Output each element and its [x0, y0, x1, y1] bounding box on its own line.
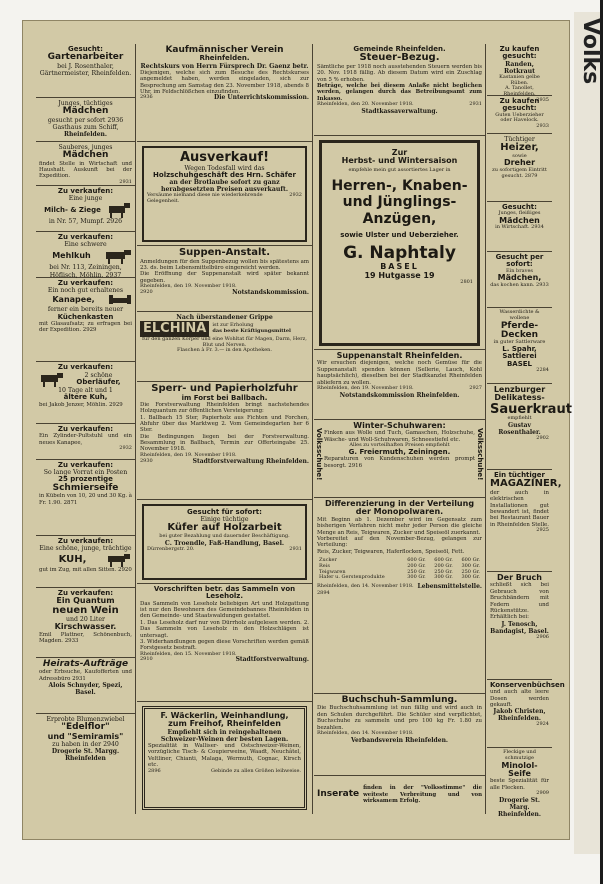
ad-text: gesucht per sofort: [47, 116, 106, 124]
ad-header: Gemeinde Rheinfelden.: [353, 45, 446, 53]
ad-header: Zu kaufen gesucht:: [499, 97, 540, 113]
ration-amount: 250 Gr.: [407, 568, 426, 575]
ad-text: Reis, Zucker, Teigwaren, Haferflocken, Speiseöl, Fett.: [317, 548, 465, 555]
ad-text: bei J. Rosenthaler,: [57, 62, 114, 70]
cow-icon: [39, 371, 65, 387]
ad-text: empfiehlt: [507, 415, 532, 422]
ad-title: Küfer auf Holzarbeit: [167, 522, 282, 534]
ad-number: 2879: [524, 172, 538, 179]
ad-text: Gasthaus zum Schiff,: [52, 123, 119, 131]
ad-title: Mädchen: [499, 216, 540, 226]
ad-text: das beste Kräftigungsmittel: [212, 327, 291, 334]
ad-signature: Alois Schnyder, Spezi, Basel.: [48, 682, 123, 697]
ad-text: Einige tüchtige: [200, 516, 249, 524]
ad-sperr-papierholz: [137, 382, 312, 500]
ad-number: 2916: [348, 462, 362, 469]
ration-amount: 200 Gr.: [434, 562, 453, 569]
ad-header: Zu verkaufen:: [57, 233, 114, 241]
ad-text: Sämtliche per 1918 noch ausstehenden Steuern werden bis 20. Nov. 1918 fällig. Ab diesem Datum wird ein Zuschlag von 5 % erhoben.: [317, 63, 482, 83]
ad-title: Winter-Schuhwaren:: [353, 421, 446, 430]
ad-text: 1. Ballbach 15 Ster, Papierholz aus Fichten und Forchen, Abfuhr über das Marktweg 2. Vom Gemeindegarten her 6 Ster.: [140, 414, 309, 434]
ad-number: 2925: [536, 527, 549, 534]
ad-header: Gesucht für sofort:: [187, 508, 262, 516]
ad-gartenarbeiter: [36, 44, 135, 98]
ad-ziege: [36, 186, 135, 232]
ad-city: BASEL: [380, 262, 419, 272]
ration-amount: 250 Gr.: [434, 568, 453, 575]
ad-text: Dürrenbergstr. 20.: [147, 545, 195, 552]
ad-text: ferner ein bereits neuer: [47, 306, 124, 314]
ration-item: Hafer u. Gerstenprodukte: [319, 574, 385, 581]
ad-number: 2929: [82, 327, 97, 334]
ad-text: Die Forstverwaltung Rheinfelden bringt nachstehendes Holzquantum zur öffentlichen Versteigerung:: [140, 401, 309, 415]
ad-number: 2930: [140, 457, 153, 464]
ad-text: Randen, Rotkraut: [503, 60, 536, 75]
ad-ausverkauf: [137, 142, 312, 246]
ad-text: So lange Vorrat ein Posten: [43, 469, 128, 477]
goat-icon: [106, 202, 132, 218]
ad-title: Heizer,: [500, 142, 539, 154]
ration-table: [317, 558, 482, 581]
ad-header: Zu verkaufen:: [57, 537, 114, 545]
ad-text: sowie Ulster und Ueberzieher.: [340, 230, 459, 239]
ad-kanapee: [36, 278, 135, 362]
ad-title: 25 prozentige: [58, 475, 113, 484]
ad-number: 2902: [536, 435, 549, 442]
ad-title: Mädchen: [62, 106, 109, 117]
ad-date: Rheinfelden, den 19. November 1918.: [317, 384, 414, 391]
ad-kuh: [36, 536, 135, 588]
ad-number: 2920: [140, 288, 153, 295]
ad-text: das kochen kann.: [490, 281, 535, 288]
ad-number: 2931: [469, 101, 482, 108]
ad-title: Dreher: [503, 158, 536, 168]
ad-signature: Verbandsverein Rheinfelden.: [350, 736, 449, 744]
ad-mehlkuh: [36, 232, 135, 278]
ad-signature: Notstandskommission Rheinfelden.: [339, 391, 460, 399]
ad-text: Alles zu vorteilhaften Preisen empfiehlt: [349, 442, 450, 449]
ad-title: Lenzburger: [493, 385, 546, 394]
ad-title: Heirats-Aufträge: [42, 659, 129, 669]
ration-item: Reis: [319, 562, 330, 569]
ad-title: Sauerkraut: [490, 401, 572, 417]
ad-city: BASEL: [506, 359, 533, 368]
ad-title: und "Semiramis": [47, 731, 124, 741]
ad-company-name: G. Freiermuth, Zeiningen.: [348, 447, 451, 456]
ad-number: 2932: [119, 445, 132, 452]
ad-signature: Stadtforstverwaltung Rheinfelden.: [192, 457, 309, 465]
ad-text: Wasserdichte & wollene: [499, 309, 540, 321]
ad-text: Flaschen à Fr. 3.— in den Apotheken.: [176, 347, 272, 354]
ad-number: 2906: [536, 633, 549, 640]
ad-text: Wegen Todesfall wird das: [184, 164, 265, 172]
ad-text: 10 Tage alt und 1: [58, 387, 113, 395]
ad-text: und auch alte leere Dosen werden gekauft.: [490, 689, 549, 709]
ad-number: 2931: [119, 178, 132, 185]
ad-title: Der Bruch: [497, 573, 542, 582]
ad-text: Diejenigen, welche sich zum Besuche des Rechtskurses angemeldet haben, werden eingeladen, sich zur Besprechung am Samstag den 23. November 1918, abends 8 Uhr, im Feldschlößchen einzufinden.: [140, 69, 309, 96]
ration-item: Zucker: [319, 557, 337, 564]
ration-amount: 300 Gr.: [461, 562, 480, 569]
ad-text: finden in der "Volksstimme" die weiteste Verbreitung und von wirksamem Erfolg.: [363, 785, 482, 805]
ad-text: sowie: [512, 152, 527, 159]
ad-inserate: [314, 776, 485, 814]
ad-text: Empfiehlt sich in reingehaltenen Schweizer-Weinen der besten Lagen.: [160, 728, 289, 743]
ad-text: C. Troendle, Faß-Handlung, Basel.: [164, 539, 285, 547]
ration-amount: 200 Gr.: [407, 562, 426, 569]
ad-title: Mehlkuh: [52, 251, 91, 261]
ad-date: Rheinfelden, den 19. November 1918.: [140, 283, 237, 289]
ad-number: 2926: [106, 218, 123, 226]
ad-maedchen-kochen: [487, 252, 552, 308]
ad-text: Erprobte Blumenzwiebel: [46, 716, 125, 723]
ad-text: an der Brotlaube sofort zu ganz herabgesetzten Preisen ausverkauft.: [160, 179, 289, 194]
ad-number: 2927: [469, 384, 482, 391]
ad-schmierseife: [36, 460, 135, 536]
ad-signature: Stadtforstverwaltung.: [235, 656, 309, 664]
ad-title: Suppenanstalt Rheinfelden.: [336, 351, 463, 360]
ad-date: Rheinfelden, den 14. November 1918.: [317, 729, 414, 736]
ad-signature: Die Unterrichtskommission.: [214, 94, 309, 102]
ad-monopolwaren: [314, 498, 485, 694]
ad-number: 2929: [108, 401, 123, 408]
ad-text: Herbst- und Wintersaison: [341, 156, 458, 166]
ad-company-name: G. Naphtaly: [343, 243, 456, 264]
ad-number: 2932: [289, 192, 302, 199]
ad-title: Steuer-Bezug.: [359, 52, 440, 64]
side-banner: Volksschuhe!: [315, 428, 323, 481]
ad-kaufmaennischer-verein: [137, 44, 312, 142]
ad-title: Ausverkauf!: [179, 150, 269, 165]
ad-number: 2936: [140, 94, 153, 101]
ad-text: Zur: [391, 148, 408, 157]
ad-header: Tüchtiger: [504, 136, 535, 143]
ad-text: bei Jakob Jenzer, Möhlin.: [39, 401, 108, 408]
ad-number: 2933: [536, 281, 549, 288]
ad-text: Ein Zylinder-Pultstuhl und ein neues Kanapee,: [39, 433, 132, 446]
column-1: [36, 44, 136, 814]
ad-text: Beträge, welche bei diesem Anlaße nicht beglichen werden, gelangen durch das Betreibungsamt zum Inkasso.: [317, 82, 482, 102]
ad-ueberzieher: [487, 96, 552, 134]
ad-title: Sperr- und Papierholzfuhr: [151, 383, 298, 394]
ad-number: 2935: [536, 96, 549, 103]
ad-text: Sauberes, junges: [58, 144, 113, 151]
ration-amount: 600 Gr.: [461, 557, 480, 564]
ad-signature: Drogerie St. Marg. Rheinfelden.: [498, 796, 541, 818]
ad-text: Gebinde zu allen Größen leihweise.: [211, 767, 301, 774]
ad-text: ist zur Erholung: [212, 322, 254, 329]
ad-signature: Stadtkassaverwaltung.: [361, 107, 438, 115]
ad-text: Guten Ueberzieher oder Havelock.: [495, 111, 544, 124]
ad-text: Spezialität in Walliser- und Ostschweizer-Weinen, vorzügliche Tisch- & Coupierweine, Waadt, Neuchâtel, Veltliner, Chianti, Malaga, Wermuth, Cognac, Kirsch etc.: [148, 743, 301, 769]
ad-konservenbuechsen: [487, 680, 565, 748]
ad-header: Zu verkaufen:: [57, 589, 114, 597]
ad-title: Delikatess-: [494, 393, 545, 403]
ad-zylinder: [36, 424, 135, 460]
ad-date: Rheinfelden, den 15. November 1918.: [140, 650, 237, 657]
ad-title: Buchschuh-Sammlung.: [341, 695, 458, 705]
ad-number: 2920: [118, 567, 132, 574]
ad-text: Das Sammeln von Leseholz beliebigen Art und Holzgattung ist nur den Bewohnern des Gemeindebannes Rheinfelden in den Gemeinde- und Staatswaldungen gestattet.: [140, 600, 309, 620]
ad-text: zu haben in der: [52, 740, 102, 748]
ad-title: Gartenarbeiter: [47, 52, 124, 63]
ad-suppen-anstalt: [137, 246, 312, 312]
ration-item: Teigwaren: [319, 568, 346, 575]
ad-maedchen: [36, 98, 135, 142]
ad-title: Minolol-Seife: [501, 760, 538, 778]
ad-title: Suppen-Anstalt.: [178, 247, 271, 258]
ad-text: und 20 Liter: [66, 616, 105, 624]
side-banner: Volksschuhe!: [476, 428, 484, 481]
ad-text: Ein braves: [506, 267, 533, 274]
ad-text: Rechtskurs von Herrn Fürsprech Dr. Gaenz betr.: [140, 62, 309, 70]
ad-number: 2931: [72, 675, 86, 682]
ad-text: gut im Zug, mit allen Sitten.: [39, 567, 117, 574]
ad-text: mit Glasaufsatz; zu erfragen bei der Expedition.: [39, 320, 132, 334]
ad-text: Gärtnermeister, Rheinfelden.: [39, 69, 132, 77]
ad-text: Eine schöne, junge, trächtige: [39, 545, 132, 553]
ad-title: ältere Kuh,: [63, 393, 108, 402]
ad-title: Inserate: [317, 789, 360, 800]
column-3: [314, 44, 486, 814]
ad-number: 2937: [105, 271, 122, 279]
ad-date: Rheinfelden, den 14. November 1918.: [317, 583, 414, 590]
ad-title: Kanapee,: [52, 295, 95, 305]
ad-text: in Wirtschaft.: [495, 224, 530, 231]
ration-amount: 600 Gr.: [407, 557, 426, 564]
cow-icon: [106, 552, 132, 567]
ad-signature: Rheinfelden.: [64, 130, 107, 138]
ad-text: Emil Plattner, Schönenbuch, Magden.: [39, 631, 132, 645]
ad-text: Versäume niemand diese nie wiederkehrende Gelegenheit.: [147, 192, 263, 205]
spine-title: Volks: [578, 18, 603, 85]
book-spine: [574, 12, 600, 854]
ad-steuer-bezug: [314, 44, 485, 136]
ad-number: 2894: [317, 589, 330, 596]
column-2: [137, 44, 313, 814]
ad-text: Die Buchschuhsammlung ist nun fällig und wird auch in den Schulen durchgeführt. Die Schüler sind verpflichtet, Buchschuhe zu sammeln und pro 100 kg Fr. 1.80 zu bezahlen.: [317, 705, 482, 731]
ad-text: beste Spezialität für alle Flecken.: [490, 778, 549, 791]
ad-text: Eine junge: [68, 195, 103, 203]
ad-signature: Lebensmittelstelle.: [417, 583, 482, 591]
ad-subtitle: Rheinfelden.: [199, 54, 250, 63]
ad-text: Kastanien gelbe Rüben.: [499, 73, 540, 86]
ad-buchschuh-sammlung: [314, 694, 485, 776]
ad-heirat: [36, 658, 135, 714]
ad-naphtaly: [314, 136, 485, 350]
ad-title: Küchenkasten: [57, 312, 114, 321]
ad-text: Anmeldungen für den Suppenbezug wollen bis spätestens am 23. ds. beim Lebensmittelbüro eingereicht werden.: [140, 258, 309, 271]
ad-kuefer: [137, 500, 312, 584]
ad-text: zu sofortigem Eintritt gesucht.: [492, 166, 547, 179]
ad-grid: [36, 44, 572, 818]
ad-subtitle: im Forst bei Ballbach.: [181, 393, 268, 402]
ad-signature: Drogerie St. Margg. Rheinfelden: [51, 748, 120, 763]
ad-text: in Kübeln von 10, 20 und 30 Kg. à Fr. 1.90.: [39, 493, 132, 506]
ad-title: Pferde-Decken: [500, 320, 539, 340]
ad-title: MAGAZINER,: [490, 478, 562, 490]
ad-text: bei guter Bezahlung und dauernder Beschäftigung.: [159, 532, 290, 539]
ad-number: 2924: [536, 721, 549, 728]
ad-text: in Nr. 57, Mumpf.: [48, 218, 105, 226]
sofa-icon: [108, 294, 132, 306]
ad-text: Vorbereitet auf den November-Bezug, gelangen zur Verteilung:: [317, 535, 482, 549]
ad-header: Gesucht:: [68, 45, 103, 53]
ad-text: schließt sich bei Gebrauch von Bruchbändern mit Federn und Rückenstütze. Erhältlich bei:: [490, 582, 549, 621]
ad-title: Mädchen,: [497, 273, 542, 283]
ad-header: Gesucht:: [502, 203, 537, 211]
ad-text: Eine schwere: [64, 241, 107, 249]
ad-blumenzwiebel: [36, 714, 135, 782]
ration-amount: 250 Gr.: [461, 568, 480, 575]
ad-header: Zu verkaufen:: [57, 363, 114, 371]
ad-oberlaeufer: [36, 362, 135, 424]
ration-amount: 600 Gr.: [434, 557, 453, 564]
ration-amount: 300 Gr.: [434, 574, 453, 581]
cow-icon: [104, 248, 132, 264]
ad-header: Zu verkaufen:: [57, 461, 114, 469]
ad-title: "Edelflor": [61, 722, 110, 733]
ad-text: A. Tanollet, Rheinfelden.: [503, 85, 536, 98]
ad-number: 2909: [536, 790, 549, 797]
ad-text: oder Erbsuche, Kaufofferten und Adressbüro: [39, 669, 132, 682]
ad-title: neuen Wein: [52, 604, 119, 616]
ad-number: 2940: [103, 740, 119, 748]
ad-title: Kaufmännischer Verein: [165, 45, 284, 55]
ad-wein: [36, 588, 135, 658]
ad-number: 2936: [107, 116, 124, 124]
ad-title: Schmierseife: [52, 482, 119, 493]
ad-subtitle: zum Freihof, Rheinfelden: [168, 719, 281, 729]
ad-text: für den ganzen Körper und eine Wohltat für Magen, Darm, Herz, Blut und Nerven.: [142, 335, 307, 348]
ad-maedchen-2: [36, 142, 135, 186]
ad-title: Konservenbüchsen: [490, 681, 565, 689]
ad-sauerkraut: [487, 384, 572, 470]
ad-text: 2 schöne: [84, 372, 113, 380]
ad-text: 3. Widerhandlungen gegen diese Vorschriften werden gemäß Forstgesetz bestraft.: [140, 638, 309, 652]
ad-header: Gesucht per sofort:: [495, 253, 544, 269]
ad-number: 2934: [531, 224, 544, 231]
ad-title: Kirschwasser.: [54, 622, 117, 632]
ad-number: 2284: [536, 367, 549, 374]
ad-waeckerlin: [137, 702, 312, 814]
ad-number: 2871: [63, 499, 78, 506]
ad-company-name: L. Spahr, Sattlerei: [502, 345, 537, 361]
ad-title: Differenzierung in der Verteilung der Monopolwaren.: [324, 499, 475, 517]
ad-header: Zu verkaufen:: [57, 187, 114, 195]
ad-maedchen-wirtschaft: [487, 202, 552, 252]
ad-title: F. Wäckerlin, Weinhandlung,: [160, 711, 289, 720]
ad-signature: Notstandskommission.: [232, 288, 309, 296]
ad-number: 2933: [536, 123, 549, 130]
ration-amount: 300 Gr.: [407, 574, 426, 581]
ad-text: Die Bedingungen liegen bei der Forstverwaltung. Besammlung in Ballbach, Termin zur Offerteingabe 25. November 1918.: [140, 433, 309, 453]
ad-text: Holzschuhgeschäft des Hrn. Schäfer: [153, 170, 296, 179]
ad-text: Ein noch gut erhaltenes: [47, 287, 124, 295]
ad-minolol-seife: [487, 748, 552, 818]
ad-suppenanstalt: [314, 350, 485, 420]
ad-number: 2910: [140, 656, 153, 663]
ad-header: Zu verkaufen:: [57, 279, 114, 287]
ad-title: Mädchen: [62, 150, 109, 161]
ad-text: Nach überstandener Grippe: [176, 314, 273, 321]
ad-randen: [487, 44, 552, 103]
ad-title: Milch- & Ziege: [44, 205, 101, 214]
ad-header: Zu verkaufen:: [57, 425, 114, 433]
ad-date: Rheinfelden, den 20. November 1918.: [317, 101, 414, 108]
ad-address: 19 Hutgasse 19: [364, 270, 435, 280]
ad-text: Junges, fleißiges: [498, 210, 541, 217]
ad-text: Mit Beginn ab 1. Dezember wird im Gegensatz zum bisherigen Verfahren nicht mehr jeder Person die gleiche Menge an Reis, Teigwaren, Zucker und Speiseöl zuerkannt.: [317, 516, 482, 536]
ad-title: Vorschriften betr. das Sammeln von Leseholz.: [153, 585, 296, 601]
ad-title: Oberläufer,: [76, 378, 121, 387]
ad-magaziner: [487, 470, 562, 572]
ad-text: findet Stelle in Wirtschaft und Haushalt. Auskunft bei der Expedition.: [39, 160, 132, 180]
ad-signature: J. Tenosch, Bandagist, Basel.: [490, 620, 549, 635]
ad-date: Rheinfelden, den 19. November 1918.: [140, 451, 237, 458]
ad-text: Wir ersuchen diejenigen, welche noch Gemüse für die Suppenanstalt spenden können (Sellerie, Lauch, Kohl hauptsächlich), dieselben bei der Stadtkanzlei Rheinfelden abliefern zu wollen.: [317, 360, 482, 386]
ad-title: KUH,: [58, 553, 87, 565]
ad-text: Finken aus Wolle und Tuch, Gamaschen, Holzschuhe, Wäsche- und Woll-Schuhwaren, Schneestiefel etc.: [324, 430, 475, 443]
ad-text: bei Nr. 113, Zeiningen, Höflisch, Möhlin.: [49, 264, 122, 279]
ad-header: Ein tüchtiger: [493, 471, 546, 479]
ad-signature: Jakob Christen, Rheinfelden.: [493, 708, 546, 723]
ad-text: der auch in elektrischen Installationen gut bewandert ist, findet bei Restaurant Bauer in Rheinfelden Stelle.: [490, 489, 549, 528]
elchina-logo: ELCHINA: [140, 321, 209, 337]
ad-number: 2931: [289, 545, 302, 552]
ad-text: empfehle mein gut assortiertes Lager in: [348, 166, 451, 173]
ad-text: Junges, tüchtiges: [58, 100, 113, 107]
ad-text: Ein Quantum: [56, 596, 115, 606]
ad-text: Reparaturen von Kundenschuhen werden prompt besorgt.: [324, 456, 475, 469]
ration-row: [317, 575, 482, 581]
ad-heizer: [487, 134, 552, 202]
ad-signature: Gustav Rosenthaler.: [498, 422, 541, 437]
ad-text: Die Eröffnung der Suppenanstalt wird später bekannt gegeben.: [140, 271, 309, 284]
ad-leseholz: [137, 584, 312, 702]
ad-pferde-decken: [487, 308, 552, 384]
ad-bruch: [487, 572, 552, 680]
ad-number: 2801: [460, 278, 473, 285]
ad-header: Zu kaufen gesucht:: [499, 45, 540, 61]
ad-text: Fleckige und schmutzige: [503, 749, 536, 761]
column-4: [487, 44, 572, 818]
ad-number: 2933: [64, 638, 79, 645]
ration-amount: 300 Gr.: [461, 574, 480, 581]
ad-text: in guter Sattlerware: [493, 339, 546, 346]
ad-text: 1. Das Leseholz darf nur von Dürrholz aufgelesen werden. 2. Das Sammeln von Leseholz in den Holzschlägen ist untersagt.: [140, 619, 309, 639]
ad-elchina: [137, 312, 312, 382]
ad-winter-schuhwaren: [314, 420, 485, 498]
ad-number: 2896: [148, 767, 161, 774]
ad-title: Herren-, Knaben- und Jünglings-Anzügen,: [331, 177, 468, 228]
